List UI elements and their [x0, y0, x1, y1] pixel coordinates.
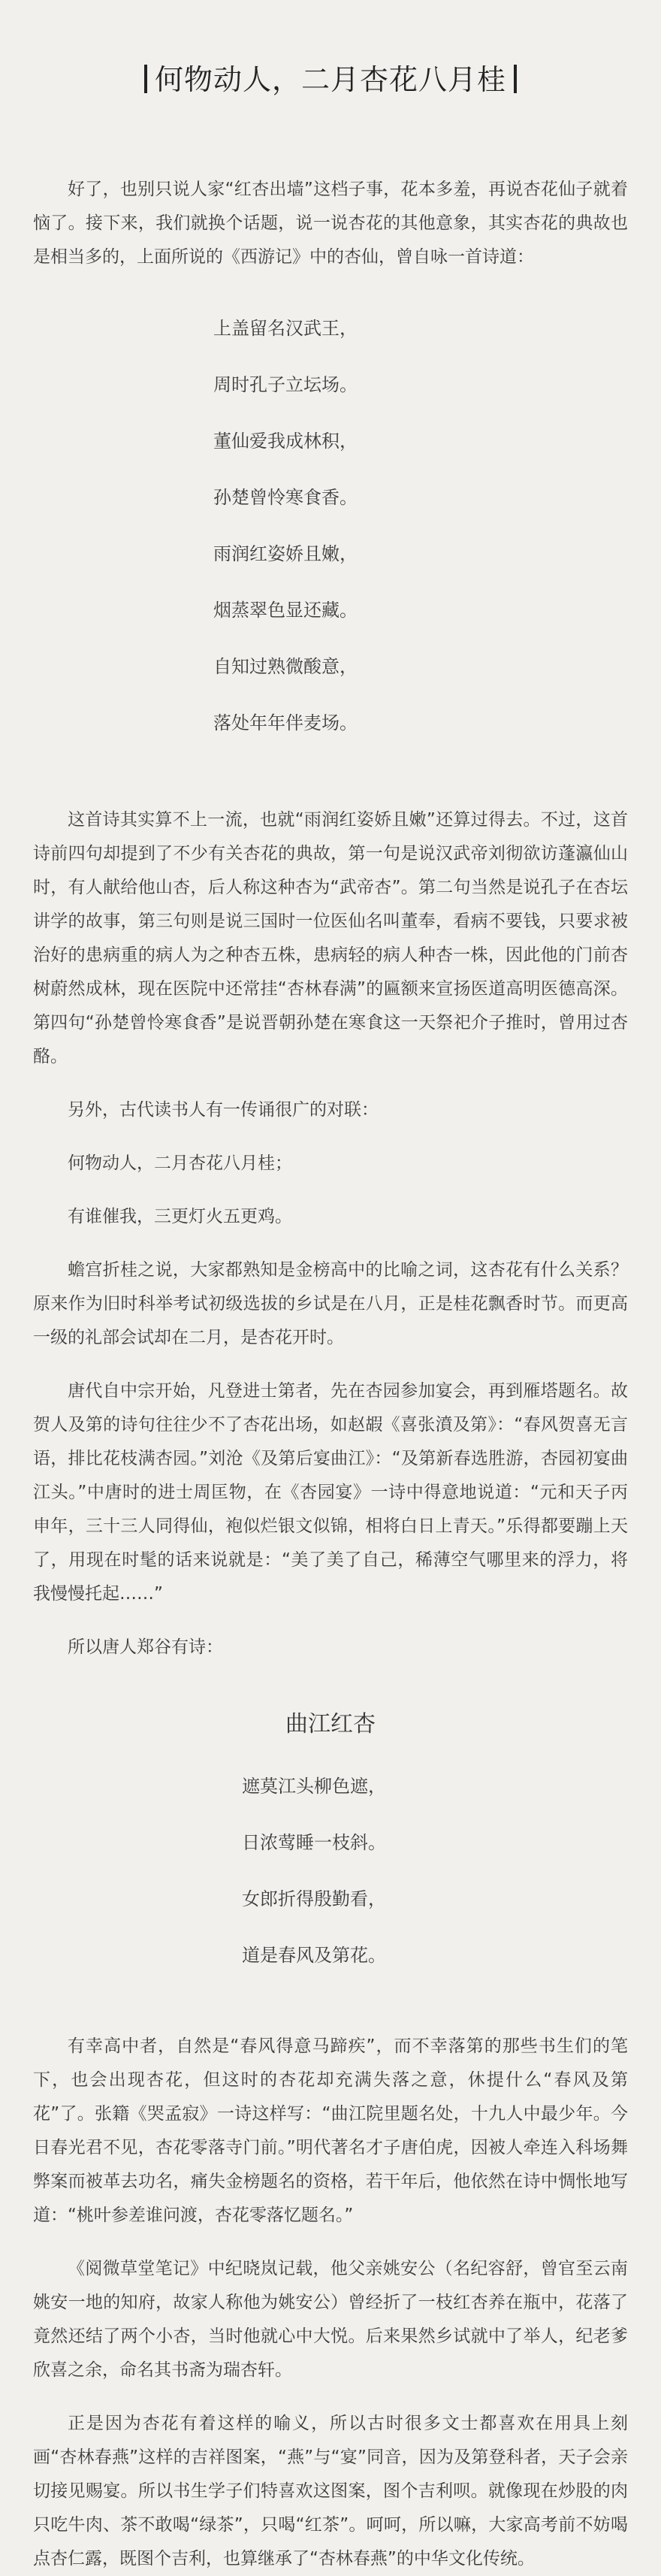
- poem-line: 日浓莺睡一枝斜。: [242, 1832, 386, 1853]
- poem-line: 上盖留名汉武王，: [213, 318, 358, 339]
- poem-line: 周时孔子立坛场。: [213, 374, 358, 395]
- paragraph-yuewei-notes: 《阅微草堂笔记》中纪晓岚记载，他父亲姚安公（名纪容舒，曾官至云南姚安一地的知府，故家人称他为姚安公）曾经折了一枝红杏养在瓶中，花落了竟然还结了两个小杏，当时他就心中大悦。后来果然乡试就中了举人，纪老爹欣喜之余，命名其书斋为瑞杏轩。: [33, 2259, 628, 2380]
- poem-line: 遮莫江头柳色遮，: [242, 1776, 386, 1797]
- poem-line: 董仙爱我成林积，: [213, 431, 358, 452]
- poem-line: 孙楚曾怜寒食香。: [213, 487, 358, 508]
- poem-line: 女郎折得殷勤看，: [242, 1888, 386, 1909]
- poem-line: 烟蒸翠色显还藏。: [213, 600, 358, 621]
- paragraph-exam-season: 蟾宫折桂之说，大家都熟知是金榜高中的比喻之词，这杏花有什么关系？原来作为旧时科举考试初级选拔的乡试是在八月，正是桂花飘香时节。而更高一级的礼部会试却在二月，是杏花开时。: [33, 1260, 628, 1347]
- poem-line: 落处年年伴麦场。: [213, 712, 358, 733]
- poem-xingxian: [213, 313, 628, 764]
- paragraph-zheng-gu: 所以唐人郑谷有诗：: [68, 1637, 223, 1657]
- poem-line: 道是春风及第花。: [242, 1945, 386, 1966]
- paragraph-tang-banquet: 唐代自中宗开始，凡登进士第者，先在杏园参加宴会，再到雁塔题名。故贺人及第的诗句往往少不了杏花出场，如赵嘏《喜张濆及第》：“春风贺喜无言语，排比花枝满杏园。”刘沧《及第后宴曲江》：“及第新春选胜游，杏园初宴曲江头。”中唐时的进士周匡物，在《杏园宴》一诗中得意地说道：“元和天子丙申年，三十三人同得仙，袍似烂银文似锦，相将白日上青天。”乐得都要蹦上天了，用现在时髦的话来说就是：“美了美了自己，稀薄空气哪里来的浮力，将我慢慢托起……”: [33, 1381, 628, 1604]
- article-title: [33, 59, 628, 101]
- title-left-bar: [144, 65, 147, 93]
- poem-line: 雨润红姿娇且嫩，: [213, 543, 358, 564]
- paragraph-intro: 好了，也别只说人家“红杏出墙”这档子事，花本多羞，再说杏花仙子就着恼了。接下来，我们就换个话题，说一说杏花的其他意象，其实杏花的典故也是相当多的，上面所说的《西游记》中的杏仙，曾自咏一首诗道：: [33, 180, 628, 267]
- title-right-bar: [514, 65, 517, 93]
- paragraph-allusions: 这首诗其实算不上一流，也就“雨润红姿娇且嫩”还算过得去。不过，这首诗前四句却提到了不少有关杏花的典故，第一句是说汉武帝刘彻欲访蓬瀛仙山时，有人献给他山杏，后人称这种杏为“武帝杏”。第二句当然是说孔子在杏坛讲学的故事，第三句则是说三国时一位医仙名叫董奉，看病不要钱，只要求被治好的患病重的病人为之种杏五株，患病轻的病人种杏一株，因此他的门前杏树蔚然成林，现在医院中还常挂“杏林春满”的匾额来宣扬医道高明医德高深。第四句“孙楚曾怜寒食香”是说晋朝孙楚在寒食这一天祭祀介子推时，曾用过杏酪。: [33, 810, 628, 1066]
- title-text: 何物动人，二月杏花八月桂: [154, 63, 506, 96]
- poem-line: 自知过熟微酸意，: [213, 656, 358, 677]
- poem-qujiang: [242, 1771, 628, 1997]
- paragraph-failed-scholars: 有幸高中者，自然是“春风得意马蹄疾”，而不幸落第的那些书生们的笔下，也会出现杏花，但这时的杏花却充满失落之意，休提什么“春风及第花”了。张籍《哭孟寂》一诗这样写：“曲江院里题名处，十九人中最少年。今日春光君不见，杏花零落寺门前。”明代著名才子唐伯虎，因被人牵连入科场舞弊案而被革去功名，痛失金榜题名的资格，若干年后，他依然在诗中惆怅地写道：“桃叶参差谁问渡，杏花零落忆题名。”: [33, 2036, 628, 2225]
- couplet-line-1: 何物动人，二月杏花八月桂；: [68, 1153, 292, 1173]
- couplet-line-2: 有谁催我，三更灯火五更鸡。: [68, 1207, 292, 1226]
- paragraph-conclusion: 正是因为杏花有着这样的喻义，所以古时很多文士都喜欢在用具上刻画“杏林春燕”这样的吉祥图案，“燕”与“宴”同音，因为及第登科者，天子会亲切接见赐宴。所以书生学子们特喜欢这图案，图个吉利呗。就像现在炒股的肉只吃牛肉、茶不敢喝“绿茶”，只喝“红茶”。呵呵，所以嘛，大家高考前不妨喝点杏仁露，既图个吉利，也算继承了“杏林春燕”的中华文化传统。: [33, 2414, 628, 2568]
- paragraph-couplet-intro: 另外，古代读书人有一传诵很广的对联：: [68, 1100, 379, 1120]
- poem-title: 曲江红杏: [285, 1711, 376, 1737]
